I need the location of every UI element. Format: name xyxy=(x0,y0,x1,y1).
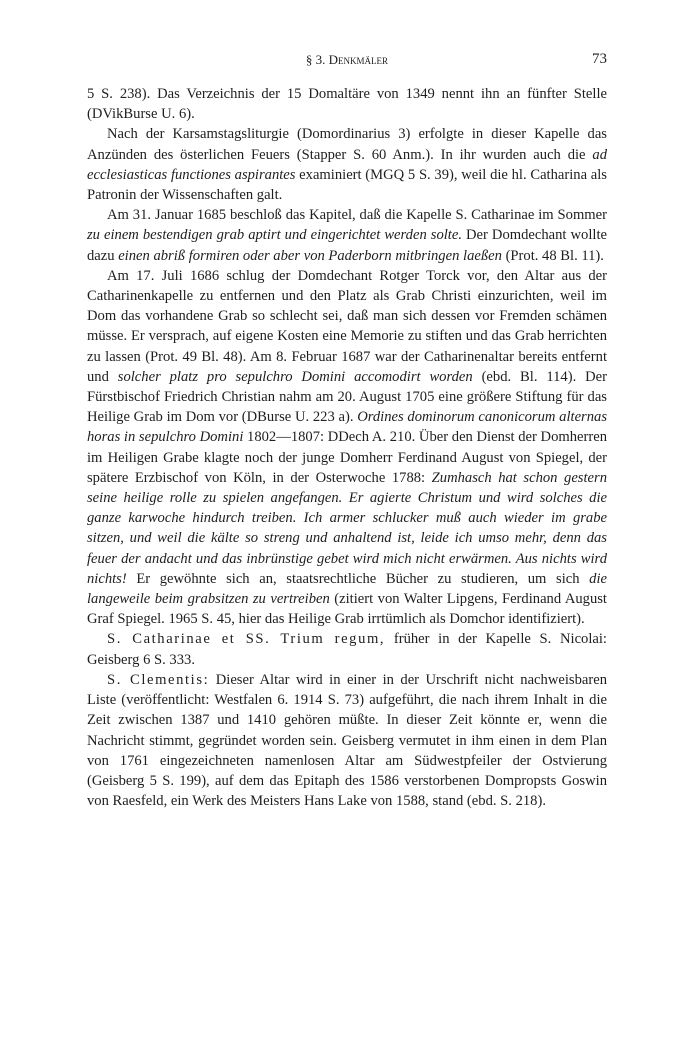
body-text xyxy=(87,84,607,811)
text-run: Am 31. Januar 1685 beschloß das Kapitel, daß die Kapelle S. Catharinae im Sommer xyxy=(107,207,607,224)
text-run: früher in der Kapelle S. Nicolai: Geisberg 6 S. 333. xyxy=(87,631,607,668)
text-run: 5 S. 238). Das Verzeichnis der 15 Domaltäre von 1349 nennt ihn an fünfter Stelle (DVikBurse U. 6). xyxy=(87,86,607,123)
text-run: Er gewöhnte sich an, staatsrechtliche Bücher zu studieren, um sich xyxy=(126,570,590,587)
text-run: Dieser Altar wird in einer in der Urschrift nicht nachweisbaren Liste (veröffentlicht: Westfalen 6. 1914 S. 73) aufgeführt, die nach ihrem Inhalt in die Zeit zwischen 1387 und 1410 gehören müßte. In dieser Zeit könnte er, wenn die Nachricht stimmt, gegründet worden sein. Geisberg vermutet in ihm einen in dem Plan von 1761 eingezeichneten namenlosen Altar am Südwestpfeiler der Ostvierung (Geisberg 5 S. 199), auf dem das Epitaph des 1586 verstorbenen Dompropsts Goswin von Raesfeld, ein Werk des Meisters Hans Lake von 1588, stand (ebd. S. 218). xyxy=(87,671,607,810)
altar-heading: S. Catharinae et SS. Trium regum, xyxy=(107,631,386,648)
text-run: Der Domdechant wollte dazu xyxy=(87,227,607,264)
quotation-italic: einen abriß formiren oder aber von Paderborn mitbringen laeßen xyxy=(118,247,502,264)
text-run: (Prot. 48 Bl. 11). xyxy=(501,247,604,264)
quotation-italic: die langeweile beim grabsitzen zu vertreiben xyxy=(87,570,607,608)
altar-heading: S. Clementis: xyxy=(107,671,210,688)
paragraph xyxy=(87,205,607,266)
paragraph xyxy=(87,84,607,124)
text-run: (zitiert von Walter Lipgens, Ferdinand August Graf Spiegel. 1965 S. 45, hier das Heilige Grab irrtümlich als Domchor identifiziert). xyxy=(87,591,607,628)
text-run: Nach der Karsamstagsliturgie (Domordinarius 3) erfolgte in dieser Kapelle das Anzünden des österlichen Feuers (Stapper S. 60 Anm.). In ihr wurden auch die xyxy=(87,126,607,163)
text-run: (ebd. Bl. 114). Der Fürstbischof Friedrich Christian nahm am 20. August 1705 eine größere Stiftung für das Heilige Grab im Dom vor (DBurse U. 223 a). xyxy=(87,368,607,426)
quotation-italic: solcher platz pro sepulchro Domini accomodirt worden xyxy=(117,368,473,385)
paragraph xyxy=(87,629,607,669)
page-header xyxy=(87,52,607,72)
quotation-italic: zu einem bestendigen grab aptirt und eingerichtet werden solte. xyxy=(87,227,462,244)
paragraph xyxy=(87,266,607,630)
text-run: Am 17. Juli 1686 schlug der Domdechant Rotger Torck vor, den Altar aus der Catharinenkapelle zu entfernen und den Platz als Grab Christi einzurichten, weil im Dom das vorhandene Grab so schlecht sei, daß man sich dessen vor Fremden schämen müsse. Er versprach, auf eigene Kosten eine Memorie zu stiften und das Grab herrichten zu lassen (Prot. 49 Bl. 48). Am 8. Februar 1687 war der Catharinenaltar bereits entfernt und xyxy=(87,267,607,385)
quotation-italic: Zumhasch hat schon gestern seine heilige rolle zu spielen angefangen. Er agierte Christum und wird solches die ganze karwoche hindurch treiben. Ich armer schlucker muß auch wieder im grabe sitzen, und weil die kälte so streng und anhaltend ist, leide ich umso mehr, denn das feuer der andacht und das inbrünstige gebet wird mich nicht erwärmen. Aus nichts wird nichts! xyxy=(87,469,607,587)
text-run: 1802—1807: DDech A. 210. Über den Dienst der Domherren im Heiligen Grabe klagte noch der junge Domherr Ferdinand August von Spiegel, der spätere Erzbischof von Köln, in der Osterwoche 1788: xyxy=(87,429,608,486)
paragraph xyxy=(87,124,607,205)
paragraph xyxy=(87,670,607,811)
page-number: 73 xyxy=(592,51,607,67)
quotation-italic: Ordines dominorum canonicorum alternas horas in sepulchro Domini xyxy=(87,409,607,446)
running-head: § 3. Denkmäler xyxy=(305,52,389,67)
text-run: examiniert (MGQ 5 S. 39), weil die hl. Catharina als Patronin der Wissenschaften galt. xyxy=(87,166,607,204)
quotation-italic: ad ecclesiasticas functiones aspirantes xyxy=(87,146,607,183)
